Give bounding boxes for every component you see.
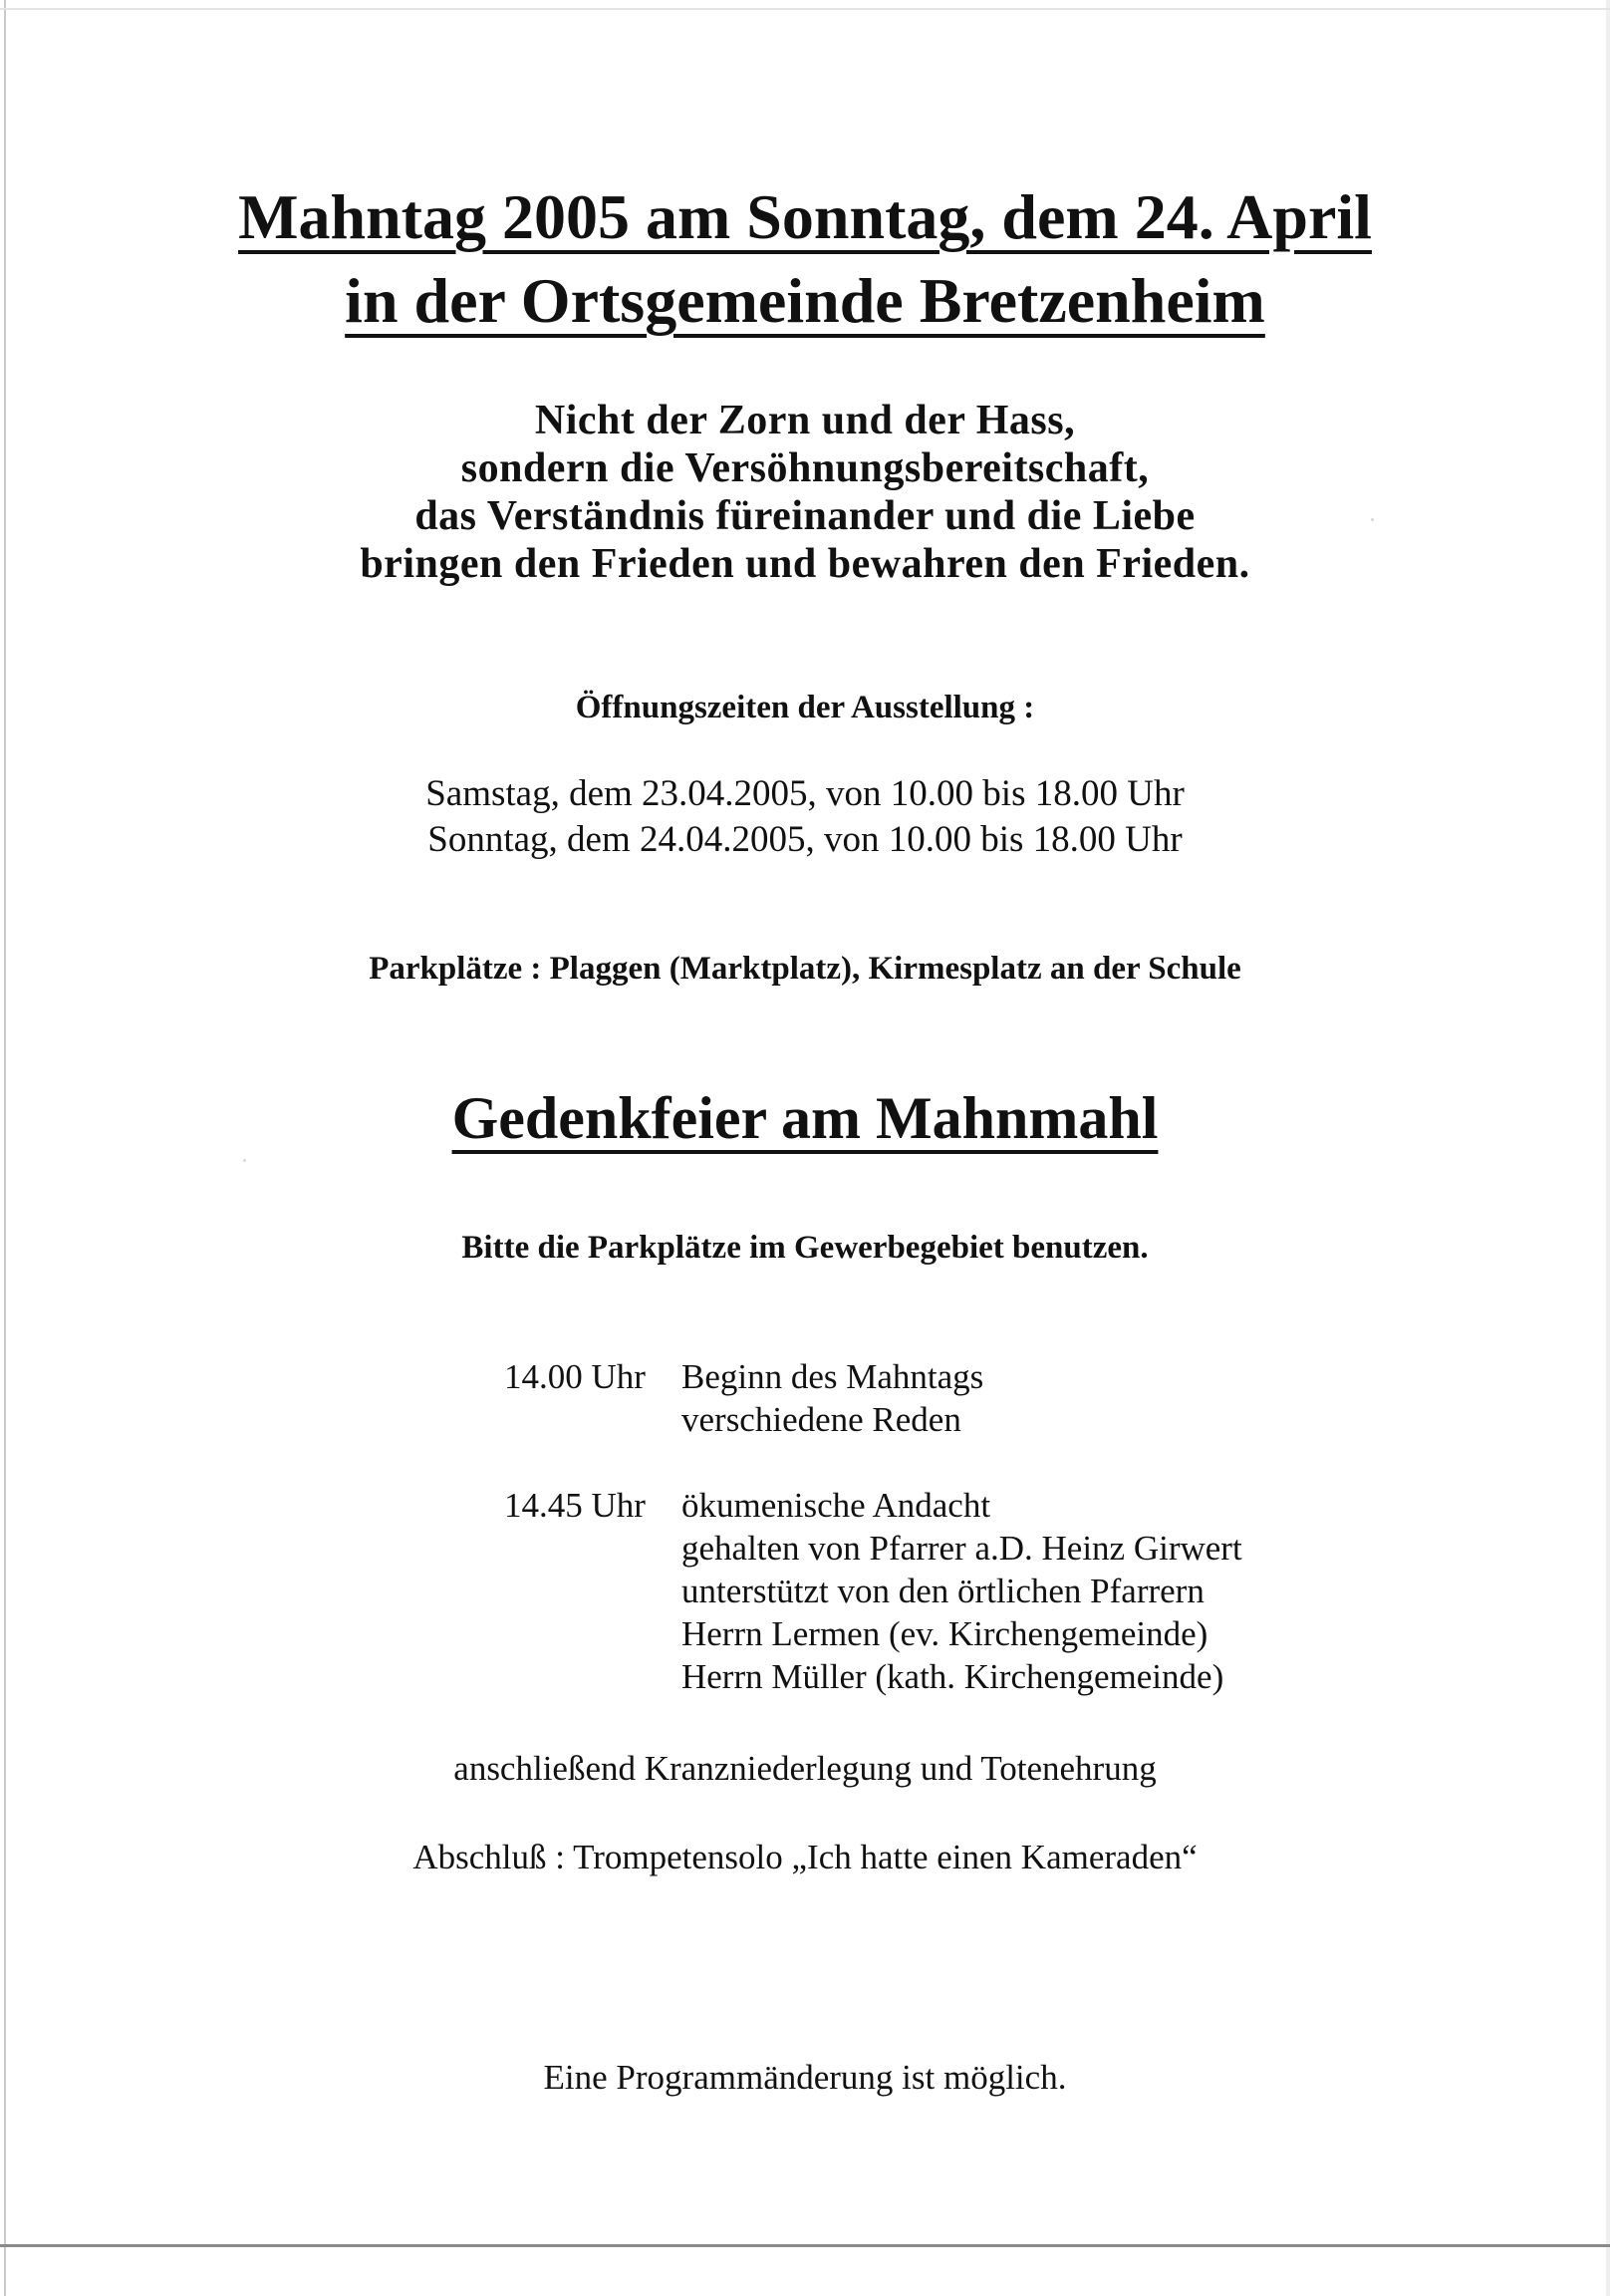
exhibition-hours <box>0 771 1610 863</box>
ceremony-schedule <box>504 1355 1242 1741</box>
schedule-detail-line: verschiedene Reden <box>681 1400 961 1439</box>
ceremony-title <box>0 1078 1610 1158</box>
scan-edge-bottom <box>0 2244 1610 2247</box>
title-line-2-text: in der Ortsgemeinde Bretzenheim <box>345 265 1265 336</box>
program-change-note: Eine Programmänderung ist möglich. <box>543 2058 1067 2097</box>
schedule-detail-line: Herrn Lermen (ev. Kirchengemeinde) <box>681 1614 1208 1653</box>
schedule-detail-line: ökumenische Andacht <box>681 1486 991 1525</box>
motto-line: das Verständnis füreinander und die Liebe <box>414 493 1196 539</box>
motto-line: sondern die Versöhnungsbereitschaft, <box>460 445 1150 491</box>
schedule-detail-line: Herrn Müller (kath. Kirchengemeinde) <box>681 1657 1224 1696</box>
parking-info: Parkplätze : Plaggen (Marktplatz), Kirmesplatz an der Schule <box>369 951 1241 987</box>
schedule-details <box>681 1484 1242 1698</box>
exhibition-hours-line: Samstag, dem 23.04.2005, von 10.00 bis 18.00 Uhr <box>425 773 1185 814</box>
exhibition-hours-heading: Öffnungszeiten der Ausstellung : <box>575 690 1035 725</box>
scan-edge-top <box>0 8 1610 10</box>
schedule-item <box>504 1355 1242 1441</box>
scan-speck <box>243 1159 246 1162</box>
wreath-laying-note: anschließend Kranzniederlegung und Totenehrung <box>453 1749 1157 1788</box>
motto-quote <box>0 397 1610 588</box>
title-line-1 <box>0 175 1610 259</box>
schedule-detail-line: gehalten von Pfarrer a.D. Heinz Girwert <box>681 1529 1242 1568</box>
motto-line: Nicht der Zorn und der Hass, <box>534 398 1076 443</box>
title-line-1-text: Mahntag 2005 am Sonntag, dem 24. April <box>238 181 1372 252</box>
ceremony-parking-note: Bitte die Parkplätze im Gewerbegebiet benutzen. <box>461 1230 1149 1266</box>
ceremony-title-text: Gedenkfeier am Mahnmahl <box>451 1085 1159 1151</box>
exhibition-hours-line: Sonntag, dem 24.04.2005, von 10.00 bis 18.00 Uhr <box>427 819 1183 860</box>
schedule-time: 14.45 Uhr <box>504 1486 646 1525</box>
schedule-item <box>504 1484 1242 1698</box>
motto-line: bringen den Frieden und bewahren den Frieden. <box>360 541 1250 587</box>
title-line-2 <box>0 259 1610 343</box>
schedule-detail-line: Beginn des Mahntags <box>681 1357 984 1396</box>
schedule-details <box>681 1355 983 1441</box>
page-title <box>0 175 1610 343</box>
finale-note: Abschluß : Trompetensolo „Ich hatte einen Kameraden“ <box>412 1838 1198 1876</box>
schedule-time: 14.00 Uhr <box>504 1357 646 1396</box>
schedule-detail-line: unterstützt von den örtlichen Pfarrern <box>681 1572 1205 1610</box>
